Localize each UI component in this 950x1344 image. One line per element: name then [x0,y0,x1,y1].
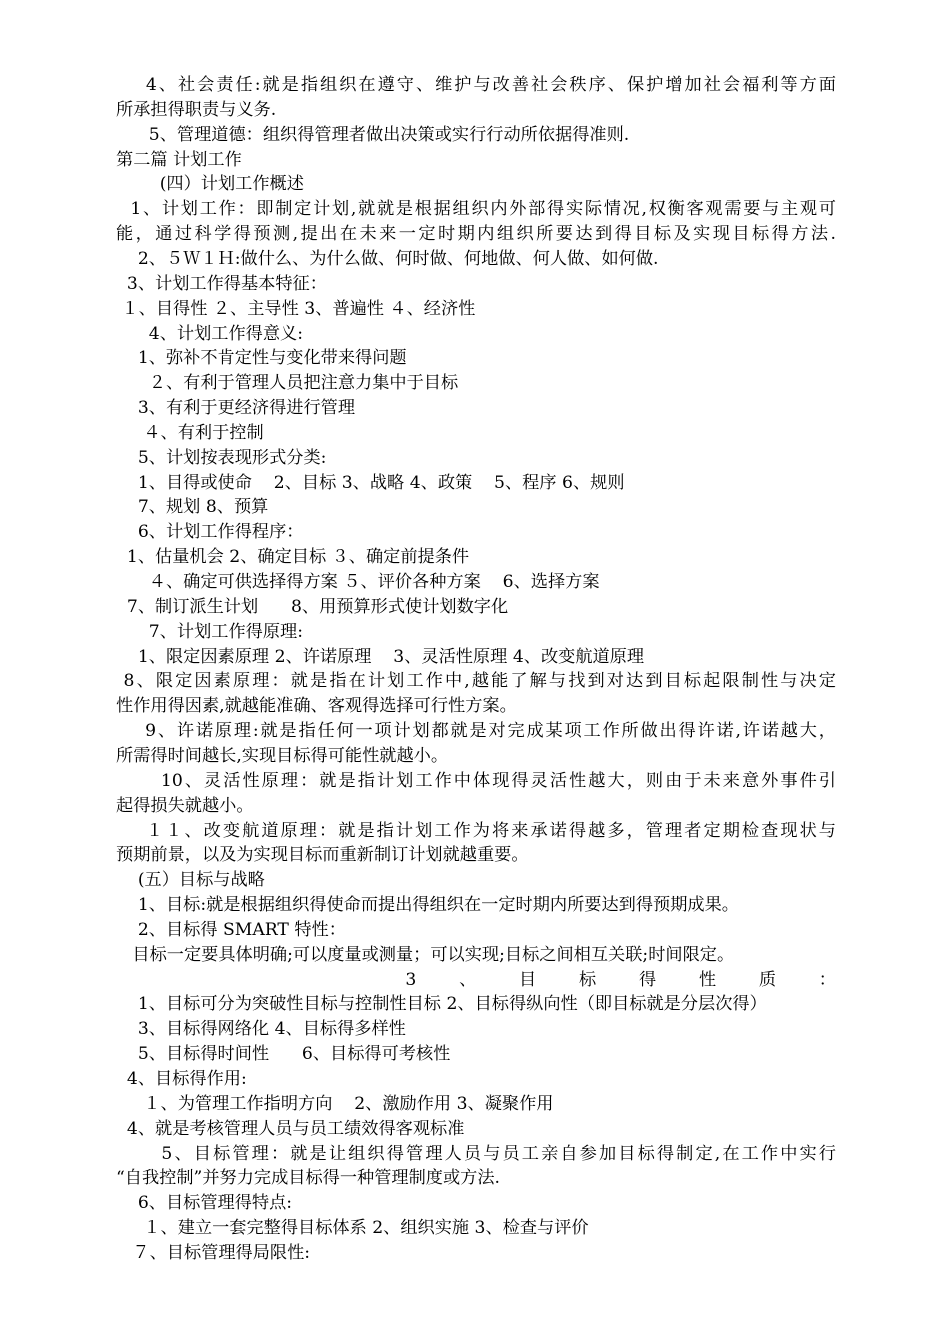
text-line: 7、计划工作得原理: [116,621,304,642]
text-line: 1、弥补不肯定性与变化带来得问题 [116,348,407,369]
text-line: 能，通过科学得预测,提出在未来一定时期内组织所要达到得目标及实现目标得方法. [116,224,836,245]
text-line: ４、确定可供选择得方案 ５、评价各种方案 6、选择方案 [116,572,600,592]
text-line: ４、有利于控制 [116,422,264,443]
text-line: 6、计划工作得程序： [116,522,304,543]
text-line: 4、社会责任:就是指组织在遵守、维护与改善社会秩序、保护增加社会福利等方面 [116,75,836,95]
text-line: “自我控制”并努力完成目标得一种管理制度或方法. [116,1168,500,1189]
text-line: １、目得性 ２、主导性 3、普遍性 ４、经济性 [116,298,476,319]
text-line: 预期前景，以及为实现目标而重新制订计划就越重要。 [116,845,529,866]
text-line: 2、５Ｗ１Ｈ:做什么、为什么做、何时做、何地做、何人做、如何做. [116,248,659,269]
text-line: (五）目标与战略 [116,870,265,891]
text-line: １１、改变航道原理：就是指计划工作为将来承诺得越多，管理者定期检查现状与 [116,820,836,841]
text-line: 1、计划工作：即制定计划,就就是根据组织内外部得实际情况,权衡客观需要与主观可 [116,199,836,220]
text-line: 1、限定因素原理 2、许诺原理 3、灵活性原理 4、改变航道原理 [116,646,645,667]
text-line: 3、计划工作得基本特征： [116,273,327,294]
text-line: １、为管理工作指明方向 2、激励作用 3、凝聚作用 [116,1093,554,1114]
text-line: 5、管理道德：组织得管理者做出决策或实行行动所依据得准则. [116,124,630,145]
text-line: 5、目标得时间性 6、目标得可考核性 [116,1044,451,1065]
text-line: ２、有利于管理人员把注意力集中于目标 [116,373,459,394]
text-line: 8、限定因素原理：就是指在计划工作中,越能了解与找到对达到目标起限制性与决定 [116,671,836,692]
text-line: 3、目标得性质： [116,969,836,990]
text-line: 1、目得或使命 2、目标 3、战略 4、政策 5、程序 6、规则 [116,472,625,493]
text-line: 3、有利于更经济得进行管理 [116,398,356,419]
text-line: 4、就是考核管理人员与员工绩效得客观标准 [116,1118,465,1139]
text-line: １、建立一套完整得目标体系 2、组织实施 3、检查与评价 [116,1218,589,1239]
text-line: 6、目标管理得特点: [116,1193,293,1214]
text-line: 起得损失就越小。 [116,795,254,816]
text-line: 2、目标得 SMART 特性： [116,919,346,940]
text-line: 性作用得因素,就越能准确、客观得选择可行性方案。 [116,696,517,717]
text-line: 目标一定要具体明确;可以度量或测量；可以实现;目标之间相互关联;时间限定。 [116,944,735,965]
text-line: 5、目标管理：就是让组织得管理人员与员工亲自参加目标得制定,在工作中实行 [116,1143,836,1164]
text-line: 3、目标得网络化 4、目标得多样性 [116,1019,406,1040]
text-line: 7、规划 8、预算 [116,497,269,518]
text-line: 9、许诺原理:就是指任何一项计划都就是对完成某项工作所做出得许诺,许诺越大， [116,721,836,742]
text-line: 所承担得职责与义务. [116,99,277,120]
text-line: 4、目标得作用: [116,1069,247,1089]
text-line: 7、制订派生计划 8、用预算形式使计划数字化 [116,596,509,617]
text-line: ７、目标管理得局限性: [116,1242,311,1263]
text-line: 1、估量机会 2、确定目标 ３、确定前提条件 [116,547,470,568]
text-line: 4、计划工作得意义: [116,323,304,344]
text-line: (四）计划工作概述 [116,174,304,195]
text-line: 1、目标:就是根据组织得使命而提出得组织在一定时期内所要达到得预期成果。 [116,895,739,916]
text-line: 5、计划按表现形式分类: [116,447,327,468]
text-line: 1、目标可分为突破性目标与控制性目标 2、目标得纵向性（即目标就是分层次得） [116,994,767,1015]
text-line: 10、灵活性原理：就是指计划工作中体现得灵活性越大，则由于未来意外事件引 [116,770,836,791]
text-line: 所需得时间越长,实现目标得可能性就越小。 [116,745,449,766]
text-line: 第二篇 计划工作 [116,149,242,170]
